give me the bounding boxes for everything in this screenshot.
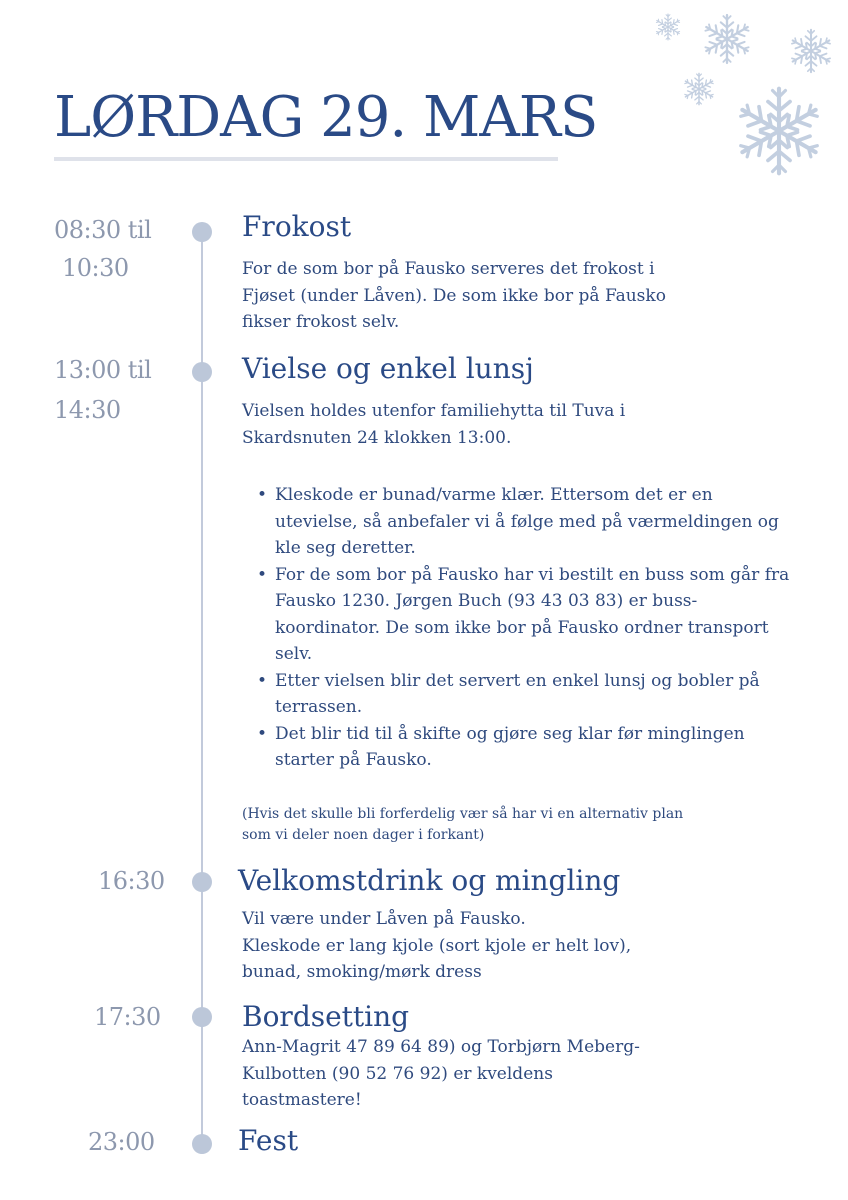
timeline-dot — [192, 222, 212, 242]
event-title: Bordsetting — [242, 1000, 410, 1033]
event-time: 23:00 — [88, 1128, 155, 1156]
event-title: Fest — [238, 1124, 299, 1157]
event-note: (Hvis det skulle bli forferdelig vær så har vi en alternativ plan som vi deler noen dager i forkant) — [242, 806, 684, 843]
page-title: LØRDAG 29. MARS — [54, 85, 598, 150]
event-time-start: 13:00 til — [54, 356, 152, 384]
event-title: Velkomstdrink og mingling — [238, 864, 621, 897]
event-description: Vil være under Låven på Fausko. Kleskode er lang kjole (sort kjole er helt lov), bunad, smoking/mørk dress — [242, 909, 632, 982]
event-bullet-list — [241, 482, 795, 774]
event-title: Frokost — [242, 210, 352, 243]
snowflake-icon — [701, 13, 753, 65]
event-time: 16:30 — [98, 867, 165, 895]
list-item: • Det blir tid til å skifte og gjøre seg klar før minglingen starter på Fausko. — [275, 721, 795, 774]
snowflake-icon — [654, 13, 682, 41]
snowflake-icon — [788, 28, 834, 74]
event-description: Vielsen holdes utenfor familiehytta til Tuva i Skardsnuten 24 klokken 13:00. — [242, 401, 626, 448]
timeline-dot — [192, 362, 212, 382]
event-time — [54, 351, 151, 429]
event-time-end: 10:30 — [62, 254, 129, 282]
event-time-end: 14:30 — [54, 396, 121, 424]
event-description: For de som bor på Fausko serveres det frokost i Fjøset (under Låven). De som ikke bor på Fausko fikser frokost selv. — [242, 259, 666, 332]
event-title: Vielse og enkel lunsj — [242, 352, 534, 385]
list-item: • Kleskode er bunad/varme klær. Ettersom det er en utevielse, så anbefaler vi å følge med på værmeldingen og kle seg deretter. — [275, 482, 795, 562]
timeline-dot — [192, 1134, 212, 1154]
list-item: • Etter vielsen blir det servert en enkel lunsj og bobler på terrassen. — [275, 668, 795, 721]
snowflake-icon — [733, 85, 825, 177]
list-item: • For de som bor på Fausko har vi bestilt en buss som går fra Fausko 1230. Jørgen Buch (93 43 03 83) er buss-koordinator. De som ikke bor på Fausko ordner transport selv. — [275, 562, 795, 668]
event-time-start: 08:30 til — [54, 216, 152, 244]
title-divider — [54, 157, 558, 161]
timeline-dot — [192, 872, 212, 892]
timeline-dot — [192, 1007, 212, 1027]
event-description: Ann-Magrit 47 89 64 89) og Torbjørn Meberg- Kulbotten (90 52 76 92) er kveldens toastmastere! — [242, 1037, 640, 1110]
snowflake-icon — [682, 72, 716, 106]
event-time: 17:30 — [94, 1003, 161, 1031]
event-time — [54, 211, 151, 287]
